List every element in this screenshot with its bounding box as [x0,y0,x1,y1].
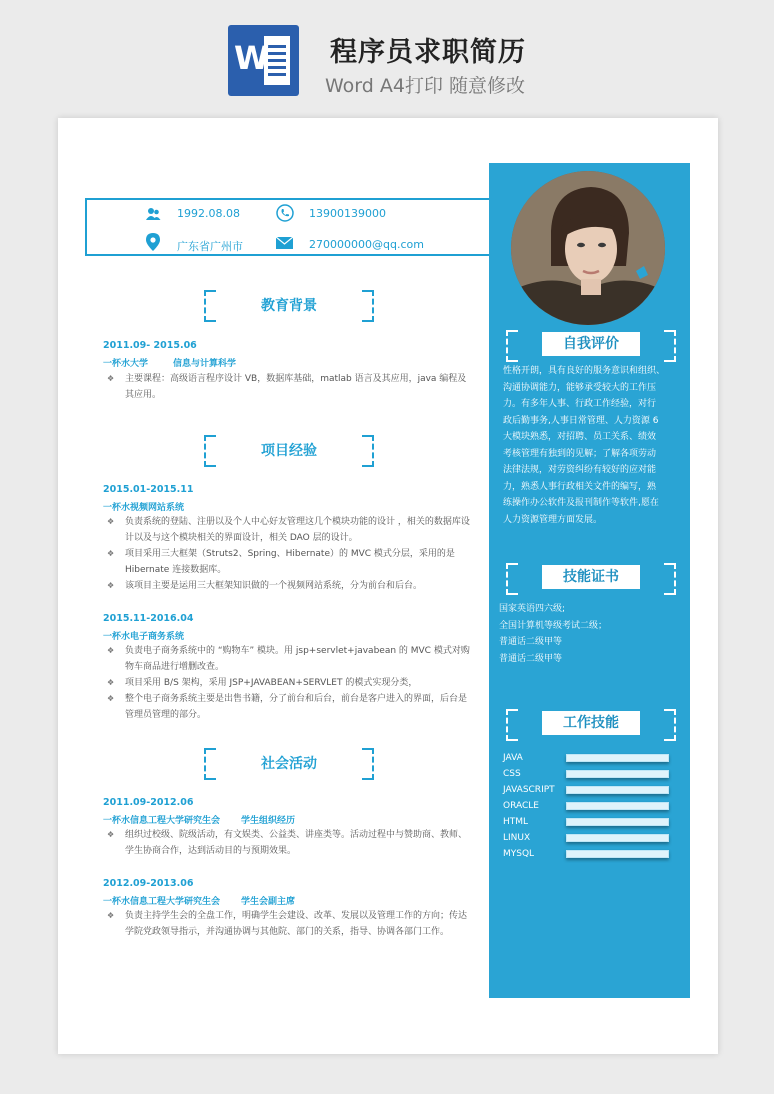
skill-name: LINUX [503,833,531,843]
skill-name: JAVA [503,753,523,763]
activity-role: 学生会副主席 [241,897,296,907]
education-bullet: ❖ 主要课程：高级语言程序设计 VB，数据库基础，matlab 语言及其应用，java 编程及其应用。 [125,371,473,403]
education-date: 2011.09- 2015.06 [103,340,197,351]
skills-heading: 工作技能 [506,709,676,739]
email-icon [276,237,293,249]
skill-bar [566,754,669,762]
skill-name: JAVASCRIPT [503,785,555,795]
project-bullet: ❖ 项目采用三大框架（Struts2、Spring、Hibernate）的 MVC 模式分层，采用的是 Hibernate 连接数据库。 [125,546,473,578]
phone-text: 13900139000 [309,207,386,220]
skill-bar [566,802,669,810]
avatar [511,171,665,325]
skill-bar [566,834,669,842]
education-heading: 教育背景 [204,290,374,320]
activities-heading: 社会活动 [204,748,374,778]
education-school: 一杯水大学 [103,359,149,369]
activity-org: 一杯水信息工程大学研究生会 [103,816,221,826]
profile-photo [511,171,665,325]
project-date: 2015.11-2016.04 [103,613,194,624]
activity-date: 2012.09-2013.06 [103,878,194,889]
page-header [0,0,774,118]
education-major: 信息与计算科学 [173,359,237,369]
sidebar [489,163,690,998]
certificate-item: 全国计算机等级考试二级； [499,620,608,631]
page-subtitle: Word A4打印 随意修改 [325,75,526,97]
skill-bar [566,786,669,794]
user-icon [145,206,161,222]
project-bullet: ❖ 负责系统的登陆、注册以及个人中心好友管理这几个模块功能的设计 ，相关的数据库设计以及与这个模块相关的界面设计，相关 DAO 层的设计。 [125,514,473,546]
project-bullet: ❖ 项目采用 B/S 架构，采用 JSP+JAVABEAN+SERVLET 的模式实现分类， [125,675,473,691]
resume-page [58,118,718,1054]
certificate-item: 国家英语四六级; [499,604,566,614]
project-bullet: ❖ 该项目主要是运用三大框架知识做的一个视频网站系统，分为前台和后台。 [125,578,473,594]
activity-role: 学生组织经历 [241,816,296,826]
project-bullet: ❖ 整个电子商务系统主要是出售书籍，分了前台和后台，前台是客户进入的界面，后台是管理员管理的部分。 [125,691,473,723]
skill-name: MYSQL [503,849,535,859]
contact-box [85,198,491,256]
activity-org: 一杯水信息工程大学研究生会 [103,897,221,907]
self-eval-heading: 自我评价 [506,330,676,360]
certificates-list [499,601,684,667]
activity-bullet: ❖ 负责主持学生会的全盘工作，明确学生会建设、改革、发展以及管理工作的方向；传达学院党政领导指示，并沟通协调与其他院、部门的关系，指导、协调各部门工作。 [125,908,473,940]
activity-date: 2011.09-2012.06 [103,797,194,808]
projects-heading: 项目经验 [204,435,374,465]
page-title: 程序员求职简历 [330,37,526,68]
project-name: 一杯水视频网站系统 [103,503,185,513]
skill-name: ORACLE [503,801,539,811]
certificates-heading: 技能证书 [506,563,676,593]
birthday-text: 1992.08.08 [177,207,240,220]
certificate-item: 普通话二级甲等 [499,637,563,647]
project-name: 一杯水电子商务系统 [103,632,185,642]
word-icon [228,25,299,96]
self-eval-text: 性格开朗，具有良好的服务意识和组织、 沟通协调能力，能够承受较大的工作压 力。有多年人事、行政工作经验，对行 政后勤事务,人事日常管理、人力资源 6 大模块熟悉，对招聘、员工关系、绩效 考核管理有独到的见解；了解各项劳动 法律法规，对劳资纠纷有较好的应对能 力，熟悉人事行政相关文件的编写，熟 练操作办公软件及报刊制作等软件,愿在 人力资源管理方面发展。 [503,366,666,525]
word-icon-letter: W [234,39,270,77]
phone-icon [276,204,294,222]
project-date: 2015.01-2015.11 [103,484,194,495]
skill-name: HTML [503,817,529,827]
location-text: 广东省广州市 [177,240,243,253]
skill-name: CSS [503,769,521,779]
skill-bar [566,850,669,858]
location-pin-icon [146,233,160,251]
project-bullet: ❖ 负责电子商务系统中的 “购物车” 模块。用 jsp+servlet+javabean 的 MVC 模式对购物车商品进行增删改查。 [125,643,473,675]
certificate-item: 普通话二级甲等 [499,653,563,664]
activity-bullet: ❖ 组织过校级、院级活动，有文娱类、公益类、讲座类等。活动过程中与赞助商、教师、学生协商合作，达到活动目的与预期效果。 [125,827,473,859]
skill-bar [566,818,669,826]
email-text: 270000000@qq.com [309,238,424,251]
skill-bar [566,770,669,778]
